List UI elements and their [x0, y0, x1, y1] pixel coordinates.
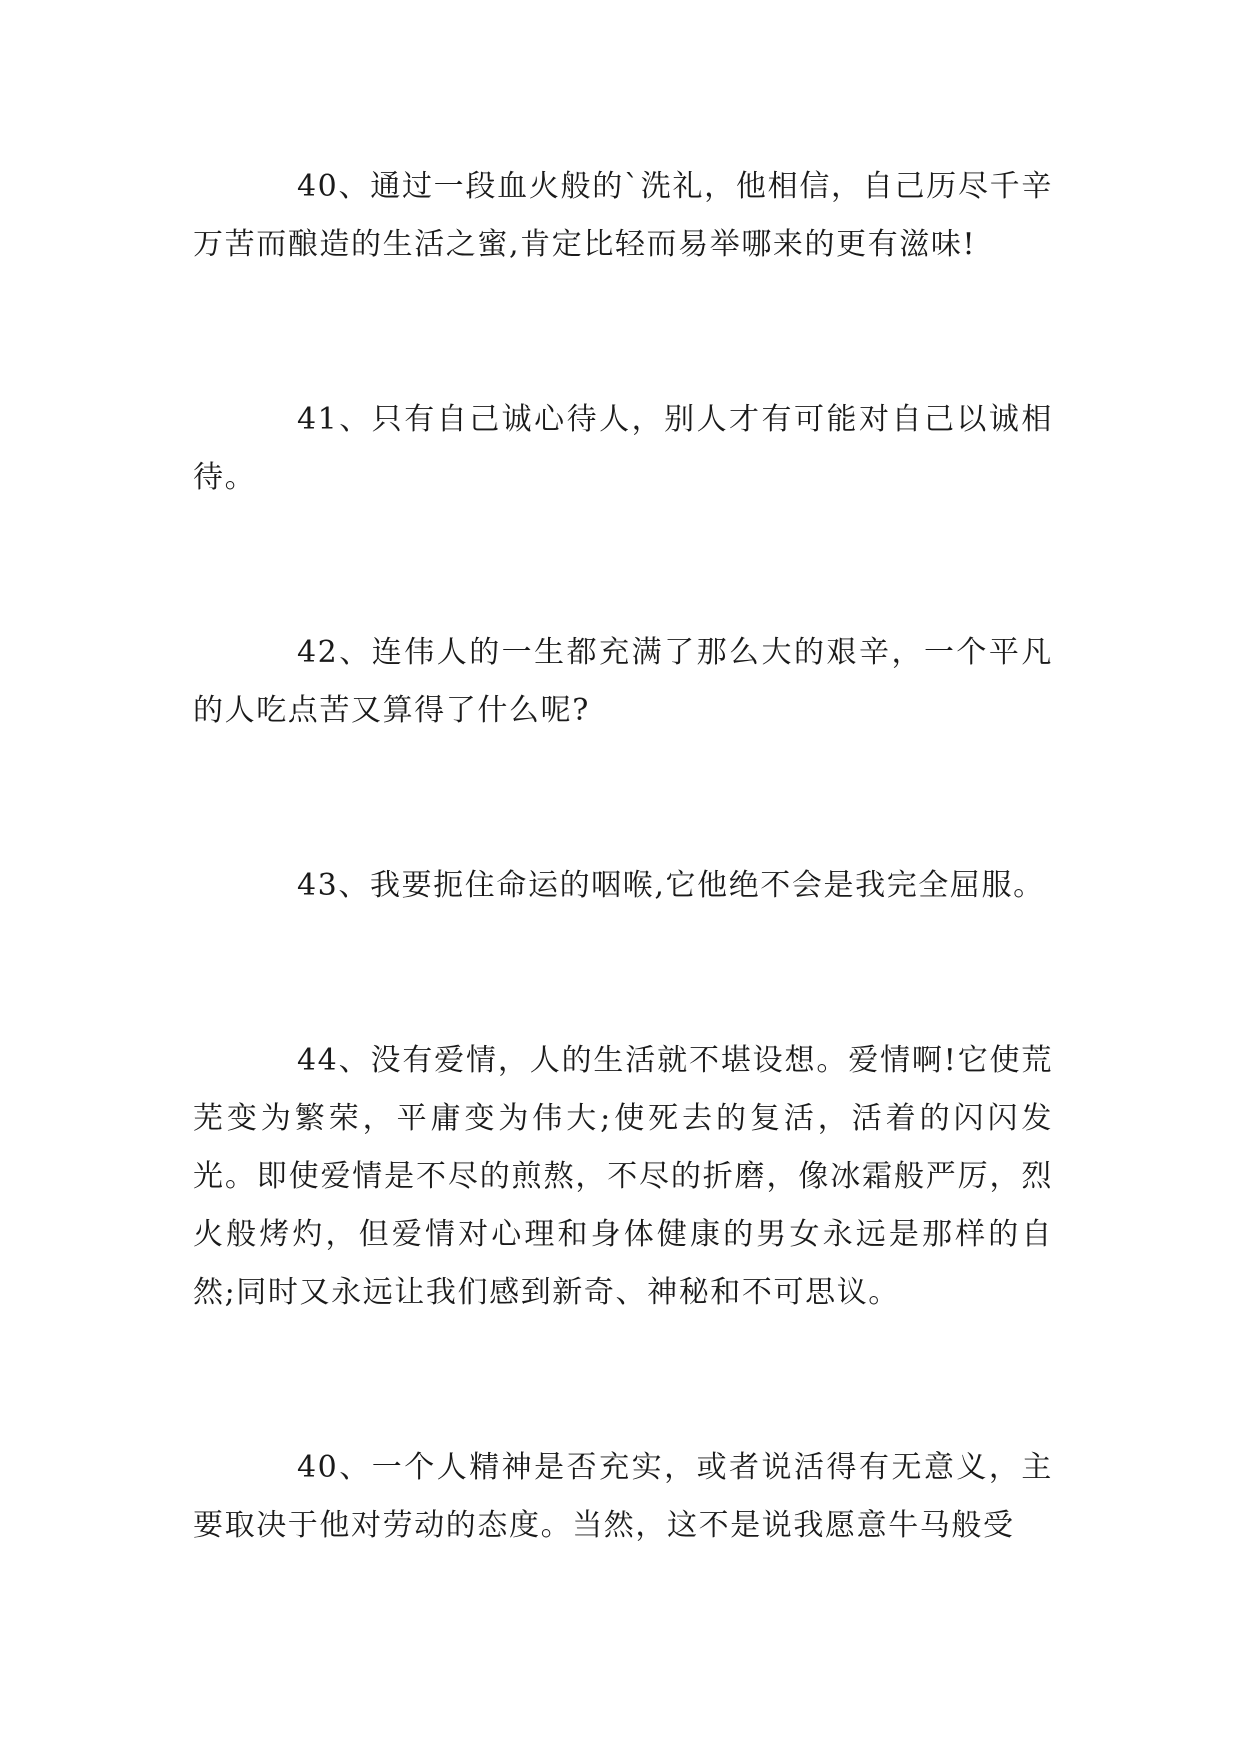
paragraph-41: 41、只有自己诚心待人，别人才有可能对自己以诚相待。	[193, 402, 1053, 495]
paragraph-43: 43、我要扼住命运的咽喉,它他绝不会是我完全屈服。	[297, 868, 1045, 903]
paragraph-42: 42、连伟人的一生都充满了那么大的艰辛，一个平凡的人吃点苦又算得了什么呢?	[193, 635, 1053, 728]
paragraph-44: 44、没有爱情，人的生活就不堪设想。爱情啊!它使荒芜变为繁荣，平庸变为伟大;使死去的复活，活着的闪闪发光。即使爱情是不尽的煎熬，不尽的折磨，像冰霜般严厉，烈火般烤灼，但爱情对心理和身体健康的男女永远是那样的自然;同时又永远让我们感到新奇、神秘和不可思议。	[193, 1043, 1053, 1310]
paragraph-40: 40、通过一段血火般的`洗礼，他相信，自己历尽千辛万苦而酿造的生活之蜜,肯定比轻而易举哪来的更有滋味!	[193, 169, 1053, 262]
paragraph-40-second: 40、一个人精神是否充实，或者说活得有无意义，主要取决于他对劳动的态度。当然，这不是说我愿意牛马般受	[193, 1450, 1053, 1543]
